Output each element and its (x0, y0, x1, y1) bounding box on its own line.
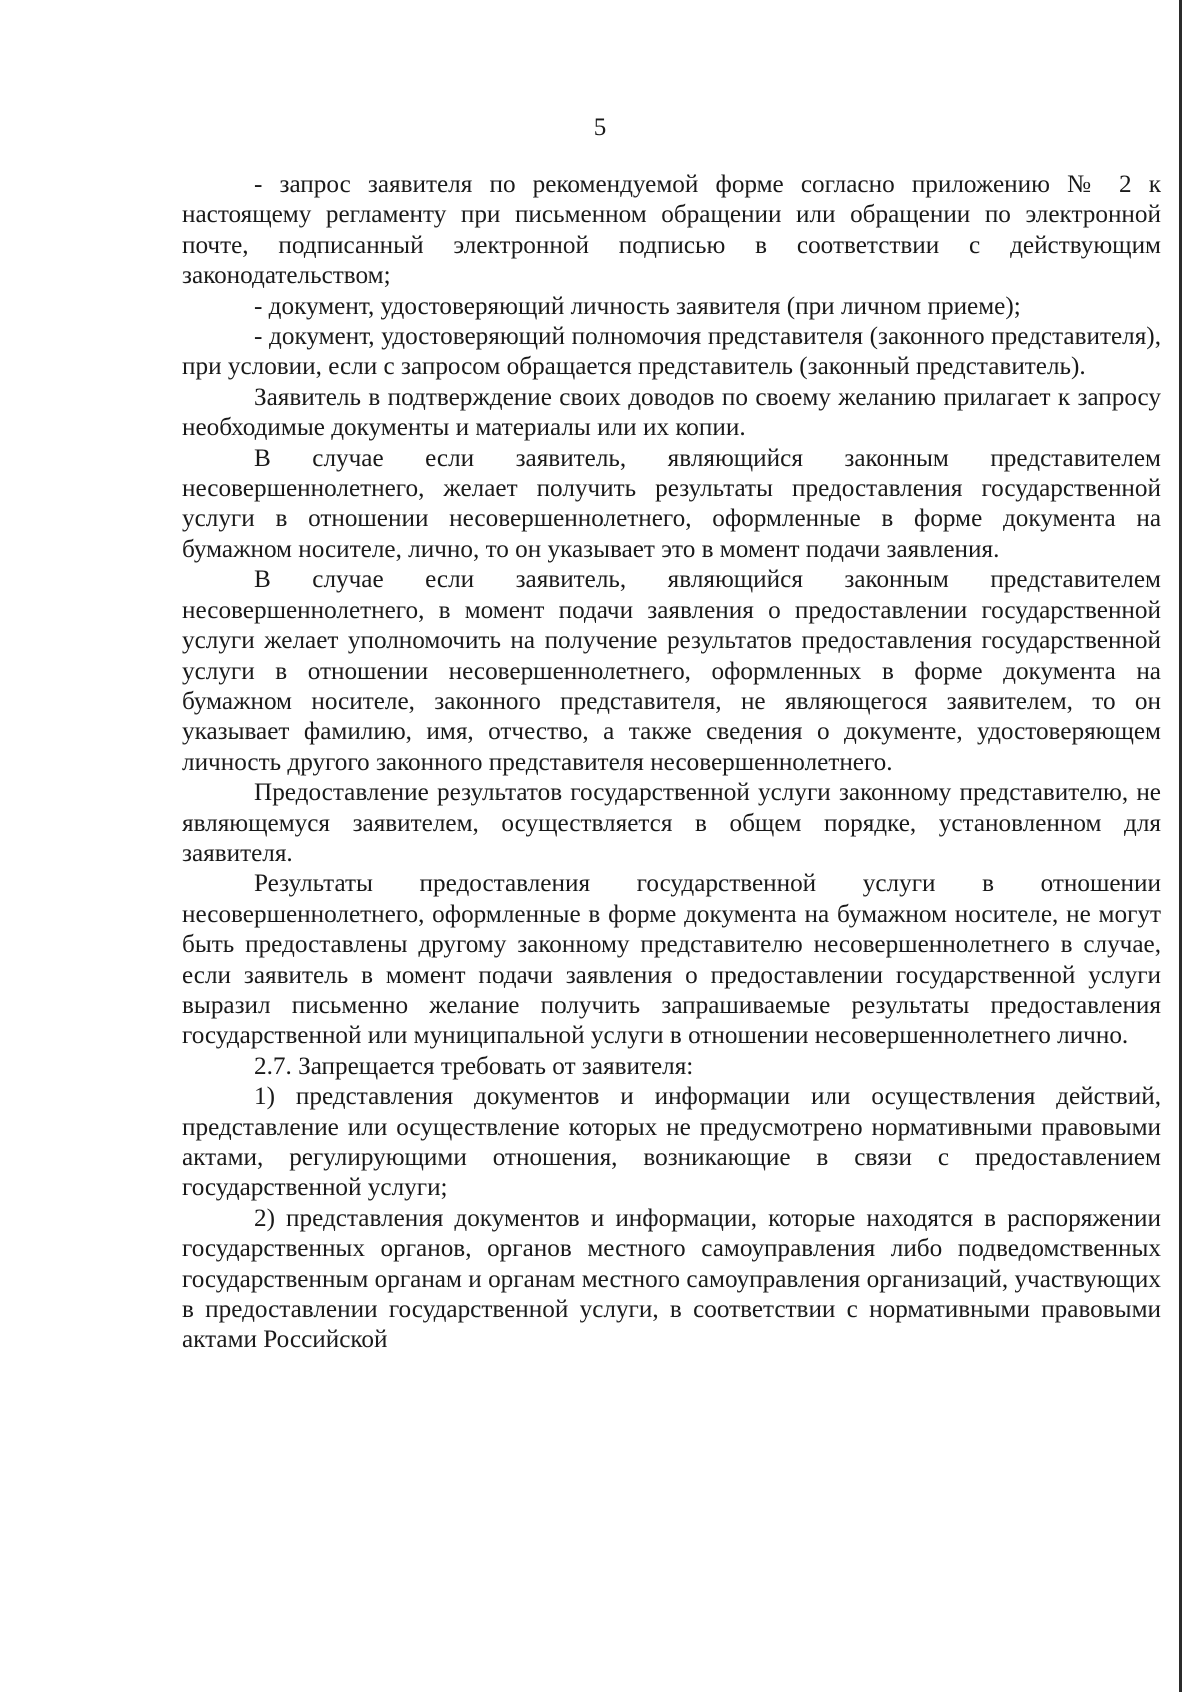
paragraph-authorize-other-representative: В случае если заявитель, являющийся законным представителем несовершеннолетнего, в момент подачи заявления о предоставлении государственной услуги желает уполномочить на получение результатов предоставления государственной услуги в отношении несовершеннолетнего, оформленных в форме документа на бумажном носителе, законного представителя, не являющегося заявителем, то он указывает фамилию, имя, отчество, а также сведения о документе, удостоверяющем личность другого законного представителя несовершеннолетнего. (182, 566, 1161, 776)
paragraph-request-form: - запрос заявителя по рекомендуемой форме согласно приложению № 2 к настоящему регламенту при письменном обращении или обращении по электронной почте, подписанный электронной подписью в соответствии с действующим законодательством; (182, 171, 1161, 290)
paragraph-supporting-documents: Заявитель в подтверждение своих доводов по своему желанию прилагает к запросу необходимые документы и материалы или их копии. (182, 383, 1161, 442)
scan-edge-line (1179, 0, 1182, 1692)
paragraph-identity-document: - документ, удостоверяющий личность заявителя (при личном приеме); (254, 292, 1021, 320)
paragraph-representative-authority: - документ, удостоверяющий полномочия представителя (законного представителя), при условии, если с запросом обращается представитель (законный представитель). (182, 323, 1161, 381)
paragraph-general-procedure: Предоставление результатов государственной услуги законному представителю, не являющемуся заявителем, осуществляется в общем порядке, установленном для заявителя. (182, 779, 1161, 867)
paragraph-item-2: 2) представления документов и информации, которые находятся в распоряжении государственных органов, органов местного самоуправления либо подведомственных государственным органам и органам местного самоуправления организаций, участвующих в предоставлении государственной услуги, в соответствии с нормативными правовыми актами Российской (182, 1204, 1161, 1354)
paragraph-results-restriction: Результаты предоставления государственной услуги в отношении несовершеннолетнего, оформленные в форме документа на бумажном носителе, не могут быть предоставлены другому законному представителю несовершеннолетнего в случае, если заявитель в момент подачи заявления о предоставлении государственной услуги выразил письменно желание получить запрашиваемые результаты предоставления государственной или муниципальной услуги в отношении несовершеннолетнего лично. (182, 870, 1161, 1050)
paragraph-section-2-7-heading: 2.7. Запрещается требовать от заявителя: (254, 1052, 694, 1080)
document-body (182, 170, 1161, 1356)
paragraph-item-1: 1) представления документов и информации или осуществления действий, представление или осуществление которых не предусмотрено нормативными правовыми актами, регулирующими отношения, возникающие в связи с предоставлением государственной услуги; (182, 1083, 1161, 1202)
paragraph-personal-receipt: В случае если заявитель, являющийся законным представителем несовершеннолетнего, желает получить результаты предоставления государственной услуги в отношении несовершеннолетнего, оформленные в форме документа на бумажном носителе, лично, то он указывает это в момент подачи заявления. (182, 444, 1161, 563)
page-number: 5 (593, 114, 607, 141)
